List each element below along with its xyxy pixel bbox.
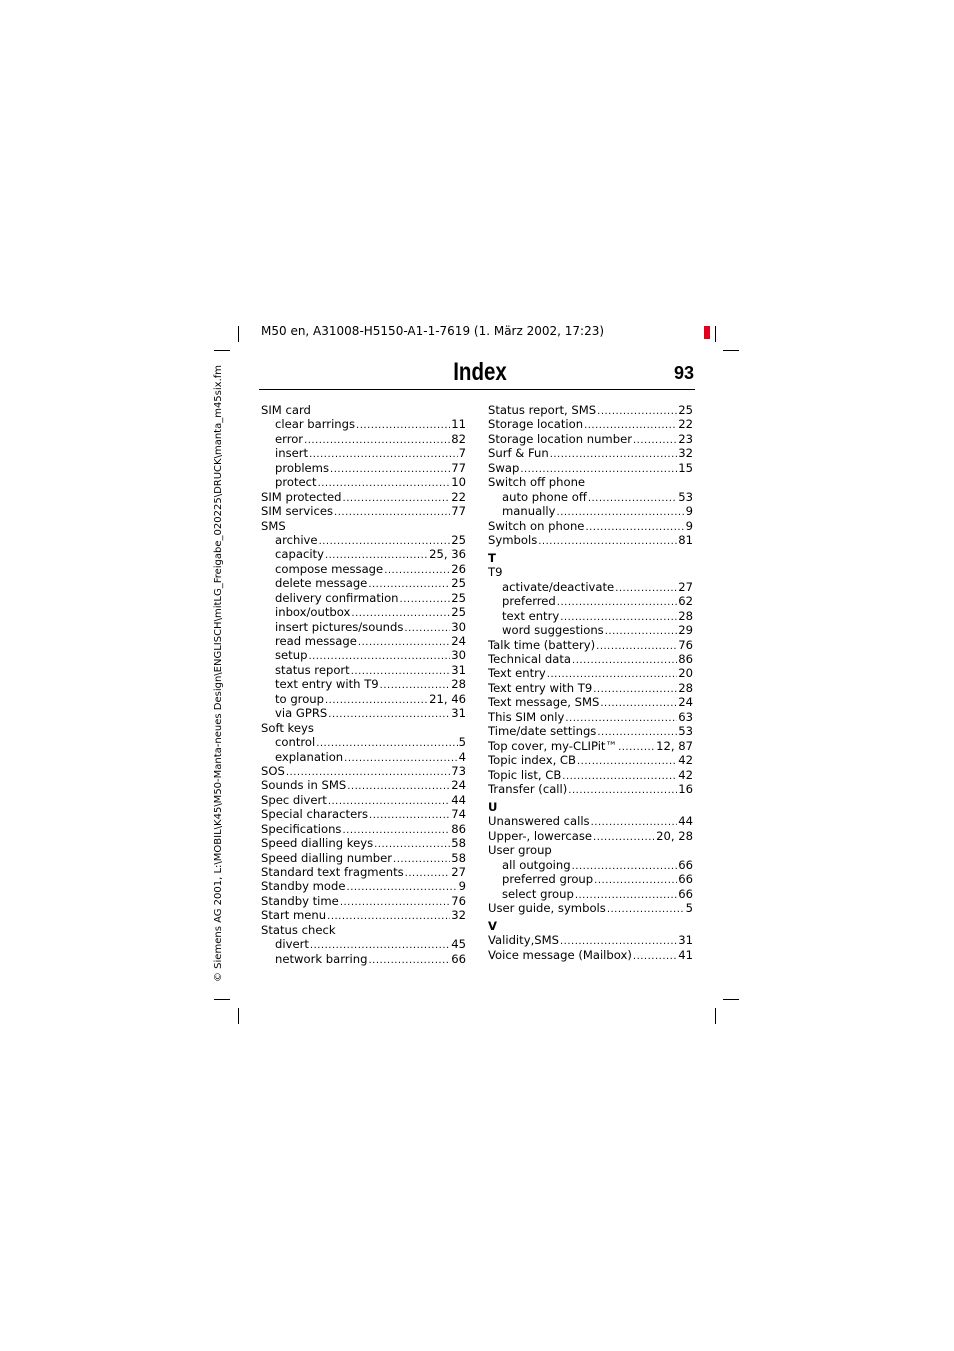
index-page-ref: 74 [451,807,466,822]
dot-leader [618,741,655,755]
index-term: Spec divert [261,792,327,807]
index-letter-heading: T [488,551,496,566]
index-subentry [488,858,693,872]
index-term: Speed dialling keys [261,836,374,851]
index-entry [261,807,466,821]
index-term: Upper-, lowercase [488,828,593,843]
index-page-ref: 28 [678,608,693,623]
index-term: to group [275,691,324,706]
index-page-ref: 66 [451,951,466,966]
index-page-ref: 21, 46 [429,691,466,706]
index-term: User group [488,843,552,858]
index-term: explanation [275,749,344,764]
index-term: Soft keys [261,720,314,735]
index-entry [488,829,693,843]
index-entry [488,710,693,724]
index-page-ref: 22 [678,417,693,432]
dot-leader [596,640,677,654]
index-entry [488,724,693,738]
index-page-ref: 5 [685,901,693,915]
index-term: Status report, SMS [488,403,597,417]
index-term: word suggestions [502,623,604,638]
index-page-ref: 25 [451,605,466,620]
index-entry [261,836,466,850]
index-term: preferred group [502,872,594,887]
index-entry [261,764,466,778]
index-term: Standard text fragments [261,865,404,879]
index-subentry [261,605,466,619]
index-term: SIM protected [261,489,342,504]
index-subentry [261,750,466,764]
index-page-ref: 42 [678,753,693,768]
index-entry [488,403,693,417]
index-page-ref: 86 [678,652,693,666]
index-term: archive [275,532,318,547]
index-term: via GPRS [275,706,328,721]
dot-leader [557,596,677,610]
index-group-heading [261,403,466,417]
dot-leader [605,625,678,639]
index-entry [261,851,466,865]
print-header-meta: M50 en, A31008-H5150-A1-1-7619 (1. März 2002, 17:23) [261,324,605,338]
index-page-ref: 77 [451,504,466,519]
index-page-ref: 42 [678,767,693,782]
index-term: Storage location number [488,431,632,446]
index-page-ref: 26 [451,561,466,576]
index-page-ref: 12, 87 [656,738,693,753]
index-subentry [261,937,466,951]
dot-leader [347,780,450,794]
dot-leader [585,521,684,535]
index-page-ref: 5 [458,735,466,750]
dot-leader [327,910,450,924]
index-term: inbox/outbox [275,605,351,620]
index-page-ref: 25 [451,576,466,591]
index-entry [488,768,693,782]
index-page-ref: 20, 28 [656,828,693,843]
color-registration-mark [704,326,710,339]
crop-mark-top-right [715,326,716,342]
index-entry [261,865,466,879]
index-page-ref: 31 [678,933,693,948]
index-term: Time/date settings [488,724,597,739]
index-subentry [261,417,466,431]
index-subentry [488,504,693,518]
dot-leader [343,492,451,506]
index-page-ref: 86 [451,821,466,836]
index-letter-heading: U [488,800,498,815]
index-term: Switch off phone [488,475,586,490]
dot-leader [577,755,677,769]
dot-leader [633,434,677,448]
dot-leader [347,881,458,895]
index-term: all outgoing [502,857,571,872]
index-page-ref: 82 [451,431,466,446]
index-subentry [488,490,693,504]
index-term: manually [502,504,556,519]
index-entry [488,432,693,446]
index-subentry [261,952,466,966]
crop-mark-top-left-h [214,350,230,351]
index-entry [488,461,693,475]
index-term: select group [502,886,574,901]
index-page-ref: 66 [678,857,693,872]
index-subentry [261,591,466,605]
index-page-ref: 9 [685,504,693,519]
dot-leader [369,954,451,968]
index-page-ref: 23 [678,431,693,446]
index-subentry [261,533,466,547]
index-entry [261,793,466,807]
index-entry [261,490,466,504]
dot-leader [593,831,655,845]
index-column-left [261,403,466,966]
index-page-ref: 45 [451,937,466,952]
index-page-ref: 20 [678,666,693,681]
index-subentry [488,623,693,637]
crop-mark-bottom-left [238,1008,239,1024]
index-page-ref: 16 [678,781,693,796]
index-page-ref: 66 [678,872,693,887]
dot-leader [568,784,677,798]
index-term: insert [275,446,309,461]
index-page-ref: 27 [451,865,466,879]
index-term: Standby time [261,893,339,908]
index-subentry [261,706,466,720]
index-entry [488,638,693,652]
index-term: Status check [261,922,336,937]
index-term: preferred [502,594,556,609]
index-term: compose message [275,561,384,576]
index-page-ref: 10 [451,475,466,490]
index-group-heading [488,475,693,489]
index-page-ref: 66 [678,886,693,901]
index-term: Sounds in SMS [261,778,347,793]
index-term: Special characters [261,807,369,822]
index-entry [261,504,466,518]
index-page-ref: 53 [678,489,693,504]
index-entry [261,894,466,908]
dot-leader [550,448,678,462]
index-term: Topic index, CB [488,753,576,768]
index-page-ref: 29 [678,623,693,638]
dot-leader [356,419,450,433]
index-page-ref: 9 [458,879,466,894]
index-subentry [261,735,466,749]
index-subentry [261,562,466,576]
index-page-ref: 58 [451,836,466,851]
index-entry [488,901,693,915]
page-number: 93 [673,363,694,383]
index-page-ref: 25 [678,403,693,417]
index-page-ref: 41 [678,947,693,962]
index-entry [261,822,466,836]
index-page-ref: 22 [451,489,466,504]
index-term: read message [275,634,357,648]
index-entry [488,948,693,962]
index-term: Validity,SMS [488,933,559,948]
index-entry [261,778,466,792]
index-group-heading [261,721,466,735]
index-subentry [261,475,466,489]
dot-leader [400,593,451,607]
index-term: delivery confirmation [275,590,399,605]
crop-mark-bottom-right-h [723,999,739,1000]
index-term: Start menu [261,908,327,923]
dot-leader [384,564,450,578]
dot-leader [633,950,677,964]
index-entry [488,814,693,828]
index-page-ref: 9 [685,518,693,533]
index-subentry [261,692,466,706]
index-term: SIM card [261,403,311,417]
index-term: Technical data [488,652,572,666]
index-term: error [275,431,304,446]
index-term: Symbols [488,532,538,547]
index-term: problems [275,460,330,475]
index-term: Switch on phone [488,518,585,533]
dot-leader [304,434,450,448]
index-term: text entry [502,608,560,623]
index-page-ref: 30 [451,648,466,663]
index-term: insert pictures/sounds [275,619,404,634]
index-page-ref: 63 [678,709,693,724]
index-subentry [488,872,693,886]
index-page-ref: 27 [678,579,693,594]
index-term: capacity [275,547,324,562]
index-page-ref: 11 [451,417,466,432]
dot-leader [607,903,685,917]
crop-mark-bottom-left-h [214,999,230,1000]
dot-leader [344,752,457,766]
index-entry [488,666,693,680]
index-page-ref: 24 [678,695,693,710]
index-page-ref: 44 [678,814,693,829]
index-term: Swap [488,460,520,475]
index-page-ref: 28 [451,677,466,692]
index-subentry [488,580,693,594]
index-subentry [488,609,693,623]
index-entry [261,879,466,893]
dot-leader [325,694,428,708]
index-subentry [261,663,466,677]
index-term: setup [275,648,308,663]
dot-leader [330,463,450,477]
index-term: Standby mode [261,879,346,894]
index-term: Specifications [261,821,342,836]
index-term: Talk time (battery) [488,637,596,652]
index-term: divert [275,937,309,952]
index-subentry [261,461,466,475]
index-page-ref: 24 [451,778,466,793]
crop-mark-top-left [238,326,239,342]
index-page-ref: 32 [451,908,466,923]
index-term: auto phone off [502,489,587,504]
index-term: network barring [275,951,368,966]
index-group-heading [261,923,466,937]
index-term: This SIM only [488,709,565,724]
index-page-ref: 15 [678,460,693,475]
index-entry [488,652,693,666]
index-subentry [261,677,466,691]
dot-leader [334,506,450,520]
dot-leader [594,874,677,888]
index-subentry [261,620,466,634]
dot-leader [597,405,677,419]
index-entry [488,417,693,431]
index-subentry [261,446,466,460]
index-page-ref: 25, 36 [429,547,466,562]
index-page-ref: 25 [451,532,466,547]
index-letter-heading: V [488,919,497,934]
dot-leader [358,636,450,650]
dot-leader [404,622,450,636]
index-entry [488,933,693,947]
index-column-right [488,403,693,962]
index-group-heading [488,565,693,579]
index-page-ref: 62 [678,594,693,609]
index-page-ref: 81 [678,532,693,547]
index-term: SIM services [261,504,334,519]
index-page-ref: 76 [451,893,466,908]
index-term: status report [275,662,350,677]
index-page-ref: 53 [678,724,693,739]
dot-leader [369,809,450,823]
index-page-ref: 7 [458,446,466,461]
index-subentry [261,547,466,561]
index-term: protect [275,475,317,490]
index-term: Topic list, CB [488,767,562,782]
index-entry [488,519,693,533]
dot-leader [309,448,458,462]
index-term: delete message [275,576,368,591]
index-group-heading [488,843,693,857]
dot-leader [562,770,677,784]
index-page-ref: 32 [678,446,693,461]
dot-leader [588,492,677,506]
dot-leader [572,654,677,668]
index-subentry [261,576,466,590]
index-page-ref: 4 [458,749,466,764]
index-term: T9 [488,565,503,580]
index-term: activate/deactivate [502,579,615,594]
index-entry [488,533,693,547]
index-entry [488,681,693,695]
index-term: SMS [261,518,286,533]
index-page-ref: 31 [451,662,466,677]
index-entry [261,908,466,922]
index-page-ref: 25 [451,590,466,605]
dot-leader [328,708,450,722]
index-term: SOS [261,763,285,778]
dot-leader [538,535,677,549]
index-term: Surf & Fun [488,446,549,461]
index-term: text entry with T9 [275,677,379,692]
index-page-ref: 24 [451,634,466,648]
index-entry [488,753,693,767]
index-page-ref: 30 [451,619,466,634]
dot-leader [405,867,451,881]
index-subentry [261,648,466,662]
index-entry [488,695,693,709]
index-term: Top cover, my-CLIPit™ [488,738,618,753]
index-term: clear barrings [275,417,356,432]
index-term: Text entry [488,666,546,681]
index-page-ref: 44 [451,792,466,807]
index-entry [488,446,693,460]
index-term: control [275,735,316,750]
side-file-path: © Siemens AG 2001, L:\MOBIL\K45\M50-Manta-neues Design\ENGLISCH\mitLG_Freigabe_020225\DRUCK\manta_m45six.fm [213,364,224,982]
index-term: Text entry with T9 [488,680,593,695]
index-term: Voice message (Mailbox) [488,947,632,962]
index-term: User guide, symbols [488,901,606,915]
dot-leader [615,582,677,596]
index-term: Speed dialling number [261,850,393,865]
index-page-ref: 58 [451,850,466,865]
index-subentry [488,594,693,608]
crop-mark-bottom-right [715,1008,716,1024]
index-term: Transfer (call) [488,781,568,796]
index-page-ref: 77 [451,460,466,475]
index-entry [488,782,693,796]
index-page-ref: 31 [451,706,466,721]
dot-leader [340,896,450,910]
index-term: Storage location [488,417,584,432]
index-page-ref: 76 [678,637,693,652]
index-entry [488,739,693,753]
index-subentry [261,634,466,648]
index-subentry [488,887,693,901]
dot-leader [593,683,677,697]
index-term: Unanswered calls [488,814,590,829]
title-rule [259,389,695,390]
index-page-ref: 28 [678,680,693,695]
dot-leader [600,697,677,711]
index-group-heading [261,519,466,533]
index-subentry [261,432,466,446]
index-term: Text message, SMS [488,695,600,710]
crop-mark-top-right-h [723,350,739,351]
index-page-ref: 73 [451,763,466,778]
page-title: Index [453,358,507,386]
